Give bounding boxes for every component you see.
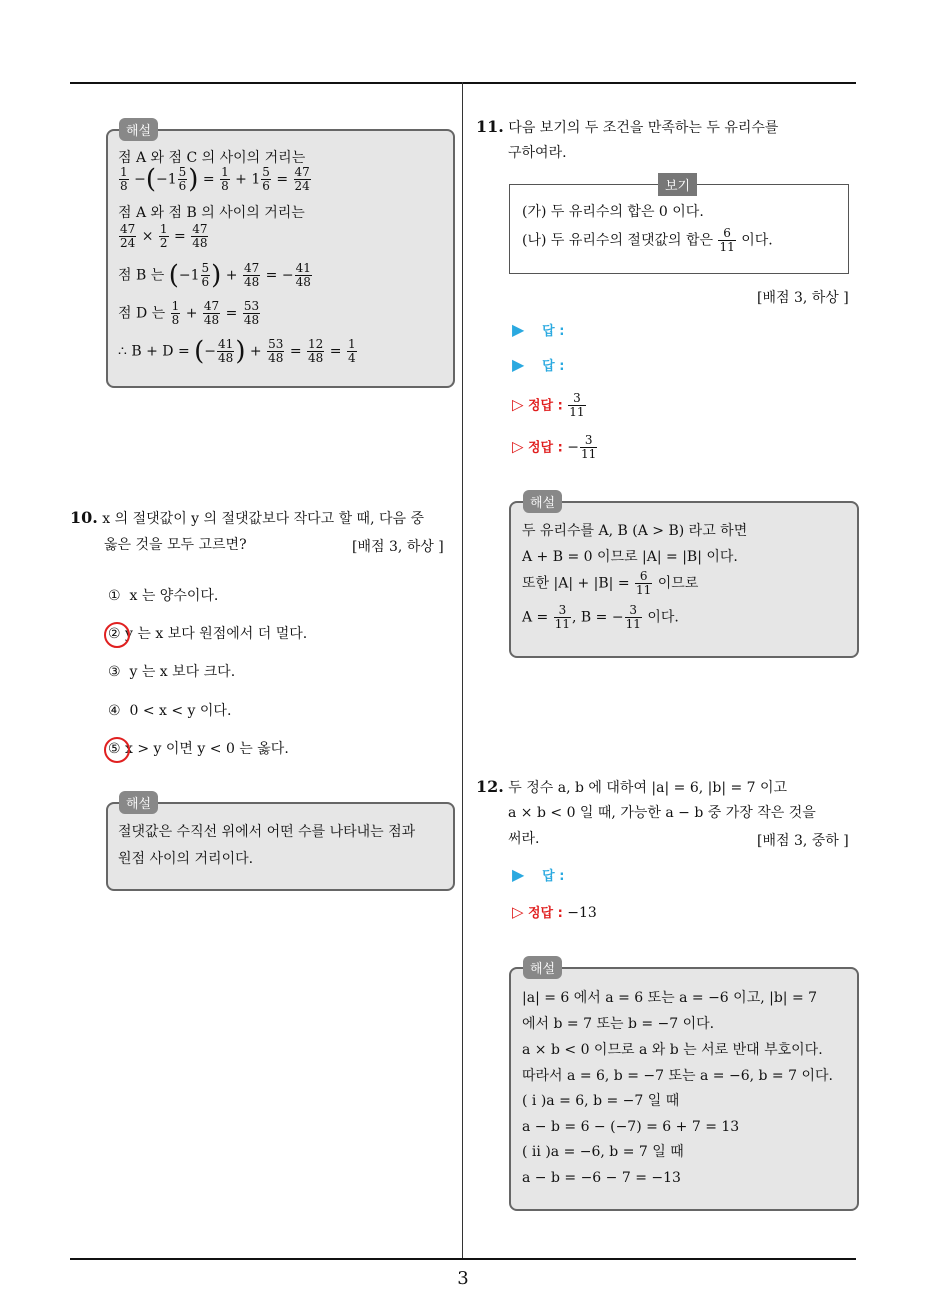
correct-label: 정답 : <box>528 398 563 414</box>
fraction: $\frac{1}{8}$ <box>221 165 229 193</box>
option-1[interactable] <box>108 586 218 606</box>
fraction: $\frac{47}{48}$ <box>203 299 220 327</box>
top-rule <box>70 82 856 84</box>
answer-row[interactable] <box>512 865 564 887</box>
explanation-tag: 해설 <box>119 791 158 814</box>
fraction: $\frac{47}{48}$ <box>192 222 208 250</box>
explanation-line: 점 A 와 점 B 의 사이의 거리는 <box>118 205 305 221</box>
question-number: 10. <box>70 508 98 527</box>
selected-mark <box>104 622 130 648</box>
answer-label: 답 : <box>542 359 565 374</box>
bogi-tag: 보기 <box>658 173 697 196</box>
option-5[interactable] <box>108 739 289 759</box>
answer-row-2[interactable] <box>512 355 564 377</box>
question-12-line3: 써라. <box>508 831 540 847</box>
option-4[interactable] <box>108 701 231 721</box>
triangle-outline-icon: ▷ <box>512 903 524 921</box>
triangle-icon: ▶ <box>512 320 525 339</box>
fraction: $\frac{1}{4}$ <box>347 337 356 365</box>
fraction: $\frac{3}{11}$ <box>625 603 641 631</box>
explanation-line: 절댓값은 수직선 위에서 어떤 수를 나타내는 점과 <box>118 824 416 840</box>
option-3[interactable] <box>108 662 235 682</box>
explanation-line: A = $\frac{3}{11}$ , B = − $\frac{3}{11}$ 이다. <box>522 603 679 631</box>
fraction: $\frac{5}{6}$ <box>178 165 187 193</box>
fraction: $\frac{1}{8}$ <box>171 299 180 327</box>
answer-label: 답 : <box>542 869 565 884</box>
explanation-line: a × b < 0 이므로 a 와 b 는 서로 반대 부호이다. <box>522 1042 823 1058</box>
explanation-line: A + B = 0 이므로 |A| = |B| 이다. <box>522 549 738 565</box>
triangle-icon: ▶ <box>512 865 525 884</box>
correct-answer: ▷ 정답 : −13 <box>512 903 597 921</box>
fraction: $\frac{47}{24}$ <box>294 165 310 193</box>
option-number: ⑤ <box>108 741 121 757</box>
explanation-line: 원점 사이의 거리이다. <box>118 851 254 867</box>
fraction: $\frac{53}{48}$ <box>268 337 284 365</box>
explanation-tag: 해설 <box>119 118 158 141</box>
question-10-line2: 옳은 것을 모두 고르면? <box>104 537 247 553</box>
fraction: $\frac{3}{11}$ <box>554 603 571 631</box>
fraction: $\frac{3}{11}$ <box>581 433 597 461</box>
math-line-d: 점 D 는 $\frac{1}{8}$ + $\frac{47}{48}$ = $\frac{53}{48}$ <box>118 299 260 327</box>
selected-mark <box>104 737 130 763</box>
score-label: [배점 3, 하상 ] <box>352 539 444 555</box>
explanation-tag: 해설 <box>523 956 562 979</box>
option-text: y 는 x 보다 원점에서 더 멀다. <box>125 626 308 642</box>
option-text: x 는 양수이다. <box>129 588 219 604</box>
score-label: [배점 3, 하상 ] <box>757 290 849 306</box>
fraction: $\frac{12}{48}$ <box>308 337 324 365</box>
explanation-line: 에서 b = 7 또는 b = −7 이다. <box>522 1016 715 1032</box>
fraction: $\frac{53}{48}$ <box>243 299 260 327</box>
option-text: 0 < x < y 이다. <box>129 703 232 719</box>
triangle-icon: ▶ <box>512 355 525 374</box>
explanation-line: a − b = 6 − (−7) = 6 + 7 = 13 <box>522 1119 740 1135</box>
explanation-line: ( i )a = 6, b = −7 일 때 <box>522 1093 680 1109</box>
explanation-line: ( ii )a = −6, b = 7 일 때 <box>522 1144 684 1160</box>
triangle-outline-icon: ▷ <box>512 437 524 456</box>
math-line-ab: $\frac{47}{24}$ × $\frac{1}{2}$ = $\frac{47}{48}$ <box>120 222 208 250</box>
fraction: $\frac{1}{2}$ <box>159 222 168 250</box>
answer-row-1[interactable] <box>512 320 564 342</box>
fraction: $\frac{47}{24}$ <box>120 222 136 250</box>
fraction: $\frac{47}{48}$ <box>243 261 260 289</box>
answer-label: 답 : <box>542 324 565 339</box>
option-text: x > y 이면 y < 0 는 옳다. <box>125 741 289 757</box>
question-10-line1: 10. x 의 절댓값이 y 의 절댓값보다 작다고 할 때, 다음 중 <box>70 508 425 527</box>
explanation-tag: 해설 <box>523 490 562 513</box>
question-number: 11. <box>476 117 504 136</box>
explanation-line: 점 A 와 점 C 의 사이의 거리는 <box>118 150 306 166</box>
explanation-line: 따라서 a = 6, b = −7 또는 a = −6, b = 7 이다. <box>522 1068 833 1084</box>
bottom-rule <box>70 1258 856 1260</box>
question-11-line1: 11. 다음 보기의 두 조건을 만족하는 두 유리수를 <box>476 117 779 136</box>
explanation-line: 또한 |A| + |B| = $\frac{6}{11}$ 이므로 <box>522 569 699 597</box>
page-number: 3 <box>457 1268 469 1289</box>
fraction: $\frac{5}{6}$ <box>262 165 270 193</box>
fraction: $\frac{41}{48}$ <box>218 337 234 365</box>
fraction: $\frac{3}{11}$ <box>569 391 585 419</box>
explanation-box-q10 <box>106 802 455 891</box>
question-11-line2: 구하여라. <box>508 145 567 161</box>
correct-label: 정답 : <box>528 906 563 921</box>
fraction: $\frac{6}{11}$ <box>636 569 652 597</box>
correct-answer-2: ▷ 정답 : − $\frac{3}{11}$ <box>512 433 597 461</box>
option-text: y 는 x 보다 크다. <box>129 664 236 680</box>
fraction: $\frac{6}{11}$ <box>719 226 735 254</box>
math-line-b: 점 B 는 (−1 $\frac{5}{6}$ ) + $\frac{47}{48}$ = − $\frac{41}{48}$ <box>118 260 311 291</box>
condition-1: (가) 두 유리수의 합은 0 이다. <box>522 204 704 220</box>
triangle-outline-icon: ▷ <box>512 395 524 414</box>
explanation-line: 두 유리수를 A, B (A > B) 라고 하면 <box>522 523 748 539</box>
option-number: ① <box>108 588 121 604</box>
explanation-line: |a| = 6 에서 a = 6 또는 a = −6 이고, |b| = 7 <box>522 990 818 1006</box>
fraction: $\frac{1}{8}$ <box>120 165 128 193</box>
question-12-line2: a × b < 0 일 때, 가능한 a − b 중 가장 작은 것을 <box>508 805 816 821</box>
score-label: [배점 3, 중하 ] <box>757 833 849 849</box>
option-2[interactable] <box>108 624 307 644</box>
fraction: $\frac{41}{48}$ <box>295 261 311 289</box>
question-number: 12. <box>476 777 504 796</box>
math-line-conclusion: ∴ B + D = (− $\frac{41}{48}$ ) + $\frac{53}{48}$ = $\frac{12}{48}$ = $\frac{1}{4}$ <box>118 336 356 367</box>
option-number: ④ <box>108 703 121 719</box>
explanation-line: a − b = −6 − 7 = −13 <box>522 1170 681 1186</box>
question-12-line1: 12. 두 정수 a, b 에 대하여 |a| = 6, |b| = 7 이고 <box>476 777 788 796</box>
correct-answer-1 <box>512 392 587 419</box>
math-line-ac: $\frac{1}{8}$ −(−1 $\frac{5}{6}$ ) = $\frac{1}{8}$ + 1 $\frac{5}{6}$ = $\frac{47}{24}$ <box>120 164 310 195</box>
option-number: ② <box>108 626 121 642</box>
column-divider <box>462 82 463 1259</box>
fraction: $\frac{5}{6}$ <box>201 261 210 289</box>
option-number: ③ <box>108 664 121 680</box>
condition-2: (나) 두 유리수의 절댓값의 합은 $\frac{6}{11}$ 이다. <box>522 226 773 254</box>
correct-label: 정답 : <box>528 440 563 456</box>
